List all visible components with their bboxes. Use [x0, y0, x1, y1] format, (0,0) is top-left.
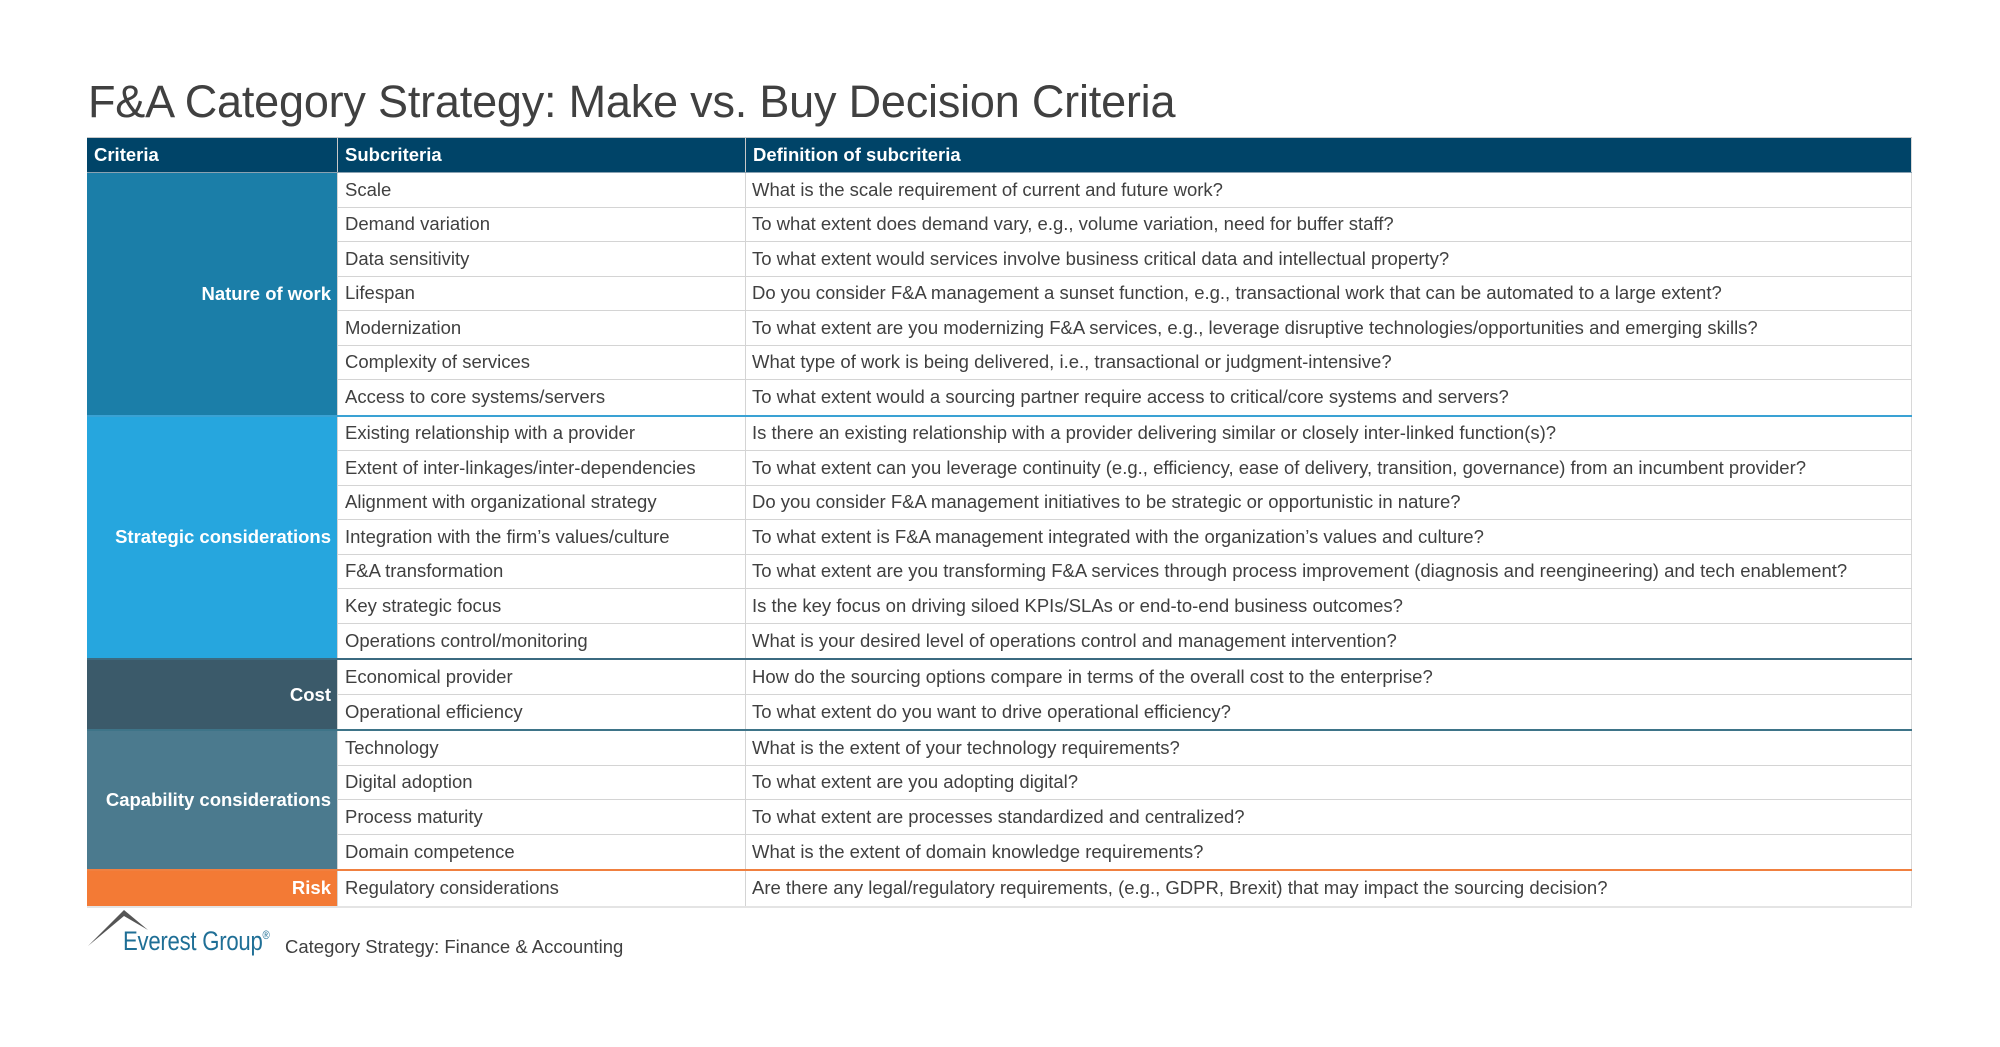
table-row [337, 589, 1912, 624]
subcriteria-cell: F&A transformation [337, 555, 745, 589]
subcriteria-cell: Economical provider [337, 660, 745, 694]
table-row [337, 208, 1912, 243]
table-row [337, 624, 1912, 659]
subcriteria-cell: Data sensitivity [337, 242, 745, 276]
definition-cell: To what extent are you adopting digital? [745, 766, 1912, 800]
definition-cell: To what extent can you leverage continuity (e.g., efficiency, ease of delivery, transition, governance) from an incumbent provider? [745, 451, 1912, 485]
subcriteria-cell: Complexity of services [337, 346, 745, 380]
table-header-row [87, 138, 1912, 173]
criteria-label: Risk [87, 871, 337, 906]
subcriteria-cell: Regulatory considerations [337, 871, 745, 906]
logo-text: Everest Group [123, 926, 263, 956]
definition-cell: To what extent does demand vary, e.g., volume variation, need for buffer staff? [745, 208, 1912, 242]
table-row [337, 835, 1912, 870]
table-row [337, 380, 1912, 415]
subcriteria-cell: Operational efficiency [337, 695, 745, 730]
definition-cell: To what extent would a sourcing partner require access to critical/core systems and servers? [745, 380, 1912, 415]
header-subcriteria: Subcriteria [337, 138, 745, 172]
table-row [337, 173, 1912, 208]
subcriteria-cell: Technology [337, 731, 745, 765]
header-criteria: Criteria [94, 144, 159, 165]
table-row [337, 555, 1912, 590]
subcriteria-cell: Operations control/monitoring [337, 624, 745, 659]
criteria-label: Nature of work [87, 173, 337, 415]
table-row [337, 660, 1912, 695]
definition-cell: To what extent would services involve business critical data and intellectual property? [745, 242, 1912, 276]
page-title: F&A Category Strategy: Make vs. Buy Decision Criteria [88, 76, 1176, 127]
subcriteria-cell: Alignment with organizational strategy [337, 486, 745, 520]
subcriteria-cell: Demand variation [337, 208, 745, 242]
group-strategic-considerations [87, 417, 1912, 661]
definition-cell: To what extent are processes standardized and centralized? [745, 800, 1912, 834]
footer [88, 908, 688, 958]
subcriteria-cell: Lifespan [337, 277, 745, 311]
definition-cell: How do the sourcing options compare in terms of the overall cost to the enterprise? [745, 660, 1912, 694]
subcriteria-cell: Integration with the firm’s values/culture [337, 520, 745, 554]
criteria-label: Strategic considerations [87, 417, 337, 659]
definition-cell: Is there an existing relationship with a provider delivering similar or closely inter-linked function(s)? [745, 417, 1912, 451]
table-row [337, 871, 1912, 906]
subcriteria-cell: Process maturity [337, 800, 745, 834]
footer-caption: Category Strategy: Finance & Accounting [285, 936, 624, 957]
definition-cell: To what extent do you want to drive operational efficiency? [745, 695, 1912, 730]
subcriteria-cell: Extent of inter-linkages/inter-dependencies [337, 451, 745, 485]
definition-cell: What is the extent of domain knowledge requirements? [745, 835, 1912, 870]
definition-cell: To what extent are you modernizing F&A services, e.g., leverage disruptive technologies/opportunities and emerging skills? [745, 311, 1912, 345]
subcriteria-cell: Modernization [337, 311, 745, 345]
definition-cell: Are there any legal/regulatory requirements, (e.g., GDPR, Brexit) that may impact the sourcing decision? [745, 871, 1912, 906]
everest-group-logo [123, 926, 270, 957]
criteria-label: Cost [87, 660, 337, 729]
registered-mark: ® [262, 928, 270, 942]
table-row [337, 277, 1912, 312]
definition-cell: Do you consider F&A management a sunset function, e.g., transactional work that can be automated to a large extent? [745, 277, 1912, 311]
table-row [337, 766, 1912, 801]
table-row [337, 346, 1912, 381]
subcriteria-cell: Domain competence [337, 835, 745, 870]
criteria-label: Capability considerations [87, 731, 337, 869]
definition-cell: To what extent is F&A management integrated with the organization’s values and culture? [745, 520, 1912, 554]
subcriteria-cell: Key strategic focus [337, 589, 745, 623]
header-definition: Definition of subcriteria [745, 138, 1912, 172]
subcriteria-cell: Digital adoption [337, 766, 745, 800]
group-risk [87, 871, 1912, 908]
table-row [337, 800, 1912, 835]
table-row [337, 451, 1912, 486]
subcriteria-cell: Existing relationship with a provider [337, 417, 745, 451]
definition-cell: To what extent are you transforming F&A services through process improvement (diagnosis and reengineering) and tech enablement? [745, 555, 1912, 589]
group-cost [87, 660, 1912, 731]
definition-cell: What is the extent of your technology requirements? [745, 731, 1912, 765]
table-row [337, 486, 1912, 521]
definition-cell: What is your desired level of operations control and management intervention? [745, 624, 1912, 659]
definition-cell: What type of work is being delivered, i.e., transactional or judgment-intensive? [745, 346, 1912, 380]
table-row [337, 731, 1912, 766]
table-row [337, 311, 1912, 346]
table-row [337, 242, 1912, 277]
table-row [337, 520, 1912, 555]
subcriteria-cell: Scale [337, 173, 745, 207]
group-nature-of-work [87, 173, 1912, 417]
definition-cell: Do you consider F&A management initiatives to be strategic or opportunistic in nature? [745, 486, 1912, 520]
group-capability-considerations [87, 731, 1912, 871]
table-row [337, 417, 1912, 452]
definition-cell: Is the key focus on driving siloed KPIs/SLAs or end-to-end business outcomes? [745, 589, 1912, 623]
subcriteria-cell: Access to core systems/servers [337, 380, 745, 415]
table-row [337, 695, 1912, 730]
definition-cell: What is the scale requirement of current and future work? [745, 173, 1912, 207]
criteria-table [87, 137, 1912, 908]
